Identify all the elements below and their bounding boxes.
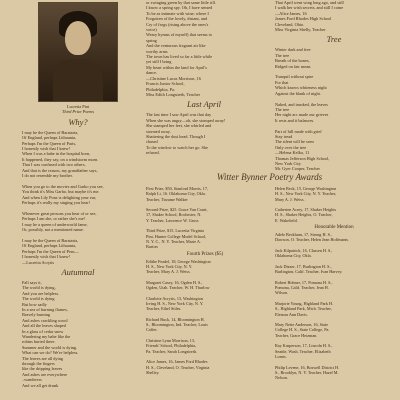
text-line: dance. bbox=[146, 70, 158, 76]
fourth-prizes-title: Fourth Prizes ($5) bbox=[186, 251, 224, 257]
caption-name: Lucretia Pint bbox=[66, 104, 90, 109]
text-line: S., Highland Park, Mich. Teacher, bbox=[275, 306, 332, 312]
text-line: Shelley. bbox=[146, 369, 160, 375]
text-line: My heart within the land for April's bbox=[146, 64, 207, 70]
text-line: Ogden, Utah. Teacher, W. H. Thurlow bbox=[146, 285, 210, 291]
text-line: Naked, and trunked, the leaves bbox=[275, 101, 328, 107]
text-line: Caffer. bbox=[146, 327, 158, 333]
text-line: Mary A. J. Weiss. bbox=[275, 196, 305, 202]
text-line: I honestly wish that I knew! bbox=[22, 254, 71, 260]
text-line: Third Prize, $15. Lucretia Virginia bbox=[146, 228, 204, 234]
text-line: And that is the reason, my grandfather says, bbox=[22, 167, 98, 173]
text-line: Perhaps I am she, or rather she's me! bbox=[22, 216, 86, 222]
text-line: Forgotten of the lovely, distant, and bbox=[146, 16, 208, 22]
text-line: She stamped her feet, she whirled and bbox=[146, 123, 212, 129]
text-line: Only over the tree bbox=[275, 144, 307, 150]
text-line: College H. S., State College, Pa. bbox=[275, 327, 330, 333]
text-line: N. Y. C., N. Y. Teacher, Marie A. bbox=[146, 238, 201, 244]
text-line: Part of hill made with grief bbox=[275, 128, 322, 134]
text-line: I do not resemble my brother. bbox=[22, 173, 73, 179]
text-line: Edithe Feadel, 18, George Washington bbox=[146, 258, 211, 264]
text-line: —Christine Lucas Morrison, 16 bbox=[146, 75, 201, 81]
text-line: Pint, Hunter College Model School, bbox=[146, 233, 207, 239]
text-line: The last time I saw April was that day bbox=[146, 112, 212, 118]
text-line: voice) bbox=[146, 27, 157, 33]
text-line: Burlington, Calif. Teacher, Ivan Harvey. bbox=[275, 269, 343, 275]
text-line: And we all get drunk bbox=[22, 382, 59, 388]
text-line: Cry of frogs (rising above the ones's bbox=[146, 21, 209, 27]
text-line: I honestly wish that I knew! bbox=[22, 146, 71, 152]
text-line: The world is dying, bbox=[22, 285, 56, 291]
text-line: Francis Junior School, bbox=[146, 81, 185, 87]
awards-honorable-mention bbox=[275, 232, 393, 380]
text-line: Perhaps I'm the Queen of Peru— bbox=[22, 248, 79, 254]
text-line: Y. Teacher, Lawrence W. Gross bbox=[146, 217, 199, 223]
text-line: But how sadly bbox=[22, 301, 47, 307]
text-line: I may be a queen of underworld fame, bbox=[22, 221, 88, 227]
text-line: And ashes are everywhere bbox=[22, 371, 68, 377]
text-line: Jack Dizzer, 17, Burlington H. S., bbox=[275, 263, 332, 269]
text-line: James Ford Rhodes High School bbox=[275, 16, 332, 22]
text-line: Weary hymns of myself) that seems to bbox=[146, 32, 213, 38]
text-line: Her night arc made our grieves bbox=[275, 112, 329, 118]
text-line: Or, possibly, not a mentioned name. bbox=[22, 227, 84, 233]
text-line: When I was a babe in the hospital born, bbox=[22, 151, 91, 157]
text-line: Pomona, Calif. Teacher, Jean H. bbox=[275, 285, 329, 291]
awards-prizes bbox=[146, 186, 264, 250]
awards-title: Witter Bynner Poetry Awards bbox=[216, 172, 323, 182]
text-line: You think it's Miss Garbo, but maybe it's me. bbox=[22, 189, 100, 195]
poem-tree bbox=[275, 47, 393, 171]
text-line: To be as intimate with wine; where I bbox=[146, 10, 209, 16]
text-line: That April went wing long ago, and still bbox=[275, 0, 344, 5]
text-line: The tree bbox=[275, 52, 290, 58]
text-line: Charlotte Acrytis, 13, Washington bbox=[146, 295, 203, 301]
text-line: Burton bbox=[146, 244, 158, 250]
poem-last-april bbox=[146, 112, 262, 155]
text-line: Marjorie Young, Highland Park H. bbox=[275, 300, 334, 306]
text-line: Miss Virginia Shelly, Teacher bbox=[275, 27, 326, 33]
text-line: Which knows whiteness night bbox=[275, 85, 327, 91]
text-line: And when Lily Pons is delighting your ear, bbox=[22, 194, 97, 200]
text-line: Elenora Ann Davis. bbox=[275, 311, 308, 317]
text-line: The tree bbox=[275, 106, 290, 112]
text-line: Cleveland, Ohio. bbox=[275, 21, 305, 27]
text-line: Philip Levene, 16, Boswell District H. bbox=[275, 364, 340, 370]
text-line: robins buried there. bbox=[22, 339, 56, 345]
author-portrait bbox=[38, 2, 118, 102]
text-line: Robert Hobner, 17, Pomona H. S., bbox=[275, 279, 333, 285]
right-column bbox=[275, 0, 393, 172]
text-line: —Helena Kelko, 11 bbox=[275, 150, 310, 156]
text-line: H. S., Shaker Heights, O. Teacher, bbox=[275, 212, 333, 218]
text-line: I know a spring spy. Oh, I have sensed bbox=[146, 5, 213, 11]
caption-role: Third Prize Poems bbox=[61, 109, 95, 115]
text-line: Jack Kilpatrick, 16, Classen H. S., bbox=[275, 247, 333, 253]
text-line: First Prize, $50, Stanford Morris, 17, bbox=[146, 186, 208, 191]
text-line: Irving H. S., New York City, N. Y. bbox=[146, 300, 204, 306]
text-line: Christine Lynn Morrison, 13, bbox=[146, 338, 195, 344]
text-line: Ray Kasperson, 17, Lincoln H. S., bbox=[275, 343, 333, 349]
text-line: Miss Edith Longstreth, Teacher bbox=[146, 91, 201, 97]
poem-title-why: Why? bbox=[68, 116, 88, 127]
text-line: Lomis. bbox=[275, 353, 287, 359]
poem-autumnal bbox=[22, 280, 134, 388]
text-line: Summer and the world is dying. bbox=[22, 344, 78, 350]
text-line: Second Prize, $25. Grace Van Court, bbox=[146, 207, 208, 213]
text-line: Of England, perhaps Lithuania, bbox=[22, 135, 77, 141]
text-line: And all the leaves shaped bbox=[22, 323, 66, 329]
text-line: Winter dark and free bbox=[275, 47, 311, 53]
text-line: When she was angry—oh, she stomped away! bbox=[146, 117, 226, 123]
text-line: H. S., New York City, N. Y. Teacher, bbox=[275, 191, 337, 197]
text-line: E. Wakefield. bbox=[275, 217, 298, 223]
text-line: ..wanderers bbox=[22, 377, 42, 383]
text-line: Mary Nette Anderson, 16, State bbox=[275, 322, 329, 328]
text-line: In a glass of cedar snow bbox=[22, 328, 64, 334]
text-line: H. S., New York City, N. Y. bbox=[146, 263, 193, 269]
text-line: It rests and it balances. bbox=[275, 117, 315, 123]
text-line: Breath of the bones, bbox=[275, 58, 310, 64]
text-line: Helen Beck, 15, George Washington bbox=[275, 186, 337, 191]
text-line: Teacher, Ethel Stiles. bbox=[146, 306, 182, 312]
text-line: Ridged on fair mean. bbox=[275, 63, 312, 69]
text-line: Thomas Jefferson High School, bbox=[275, 155, 330, 161]
text-line: That I was confused with two others, bbox=[22, 162, 86, 168]
text-line: It happened, they say, on a windstorm morn. bbox=[22, 156, 99, 162]
text-line: I may be the Queen of Barataria, bbox=[22, 129, 79, 135]
text-line: And the venturous fragrant air like bbox=[146, 43, 206, 49]
text-line: Dawson, O. Teacher, Helen Jean Hoffmann. bbox=[275, 237, 349, 243]
text-line: Perhaps it's really my singing you hear! bbox=[22, 200, 91, 206]
text-line: I may be the Queen of Barataria, bbox=[22, 237, 79, 243]
text-line: Teacher, Mary A. J. Weiss. bbox=[146, 269, 191, 275]
text-line: Adele Beckham, 17, Strong H. S., bbox=[275, 232, 332, 238]
text-line: Perhaps I'm the Queen of Paris, bbox=[22, 140, 77, 146]
awards-fourth-prizes bbox=[146, 259, 264, 376]
text-line: Margaret Casey, 16, Ogden H. S., bbox=[146, 279, 203, 285]
text-line: 17, Shaker School, Rochester, N. bbox=[146, 212, 202, 218]
left-column bbox=[22, 0, 134, 388]
text-line: Nelson. bbox=[275, 375, 288, 381]
text-line: The silent will be seen bbox=[275, 139, 314, 145]
text-line: When you go to the movies and Garbo you see, bbox=[22, 183, 104, 189]
poem-title-last-april: Last April bbox=[186, 99, 222, 110]
text-line: Oklahoma City, Okla. bbox=[275, 253, 312, 259]
portrait-caption bbox=[22, 104, 134, 115]
text-line: In a sea of burning flames, bbox=[22, 307, 68, 312]
text-line: Against the blank of night. bbox=[275, 90, 321, 96]
text-line: stormed away. bbox=[146, 128, 171, 134]
text-line: Teacher, Tirzame Walker bbox=[146, 196, 188, 202]
text-line: yet still I bring bbox=[146, 59, 172, 65]
text-line: For that bbox=[275, 79, 289, 85]
awards-right-column bbox=[275, 186, 393, 380]
text-line: Richard Buck, 14, Bloomington H. bbox=[146, 316, 205, 322]
text-line: Teacher, Grace Hetzman. bbox=[275, 332, 318, 338]
text-line: Alice James, 16, James Ford Rhodes bbox=[146, 359, 208, 365]
middle-column bbox=[146, 0, 262, 156]
text-line: through the fingers bbox=[22, 361, 55, 367]
text-line: Catherine Acrey, 17, Shaker Heights bbox=[275, 207, 337, 213]
text-line: Pa. Teacher, Sarah Longstreth. bbox=[146, 348, 198, 354]
text-line: What can we do? We're helpless. bbox=[22, 350, 79, 356]
text-line: Mr. Gyer Cooper, Teacher bbox=[275, 166, 320, 172]
text-line: And you are helpless. bbox=[22, 290, 60, 296]
text-line: New York City bbox=[275, 160, 301, 166]
text-line: Tranquil without spire bbox=[275, 74, 314, 80]
text-line: The world is dying bbox=[22, 296, 55, 302]
text-line: Wilson. bbox=[275, 290, 288, 296]
text-line: like the dripping leaves bbox=[22, 366, 63, 372]
text-line: Bravely burning bbox=[22, 312, 51, 318]
awards-left-column bbox=[146, 186, 264, 375]
text-line: or swinging green by that same little rill. bbox=[146, 0, 216, 5]
text-line: And ashes crackling wood bbox=[22, 317, 68, 323]
text-line: Ralph Lt, 16. Oklahoma City, Okla. bbox=[146, 191, 206, 197]
text-line: Stay tread bbox=[275, 133, 293, 139]
poem-title-tree: Tree bbox=[326, 34, 342, 45]
awards-right-top bbox=[275, 186, 393, 223]
honorable-mention-title: Honorable Mention bbox=[314, 225, 354, 231]
poem-title-autumnal: Autumnal bbox=[61, 266, 95, 277]
text-line: —Alice James, 16 bbox=[275, 10, 307, 16]
text-line: refused. bbox=[146, 150, 160, 156]
text-line: Whenever great persons you hear of or see, bbox=[22, 210, 97, 216]
text-line: Shattering the dust head. Though I bbox=[146, 133, 206, 139]
text-line: To the window to watch her go. She bbox=[146, 144, 208, 150]
text-line: —Lucretia Acrytis bbox=[22, 259, 55, 265]
middle-top-poem bbox=[146, 0, 262, 97]
text-line: S., Bloomington, Ind. Teacher, Louis bbox=[146, 322, 208, 328]
poem-why bbox=[22, 130, 134, 265]
text-line: H. S., Cleveland, O. Teacher, Virginia bbox=[146, 364, 210, 370]
text-line: Fall says it, bbox=[22, 279, 42, 285]
text-line: Seattle, Wash. Teacher, Elizabeth bbox=[275, 348, 331, 354]
text-line: chased bbox=[146, 139, 158, 145]
text-line: The leaves are all dying bbox=[22, 355, 64, 361]
text-line: The town has lived so far a little while bbox=[146, 54, 213, 60]
text-line: Friends' School, Philadelphia, bbox=[146, 343, 197, 349]
text-line: I walk her wish secrets, and still I come bbox=[275, 5, 344, 11]
text-line: spring bbox=[146, 37, 157, 43]
text-line: Wandering my babe like the bbox=[22, 334, 71, 340]
text-line: S., Brooklyn, N. Y. Teacher, Hazel M. bbox=[275, 369, 339, 375]
text-line: Philadelphia, Pa. bbox=[146, 86, 175, 92]
text-line: worthy arms bbox=[146, 48, 168, 54]
right-top-poem bbox=[275, 0, 393, 32]
text-line: Of England, perhaps Lithuania, bbox=[22, 243, 77, 249]
